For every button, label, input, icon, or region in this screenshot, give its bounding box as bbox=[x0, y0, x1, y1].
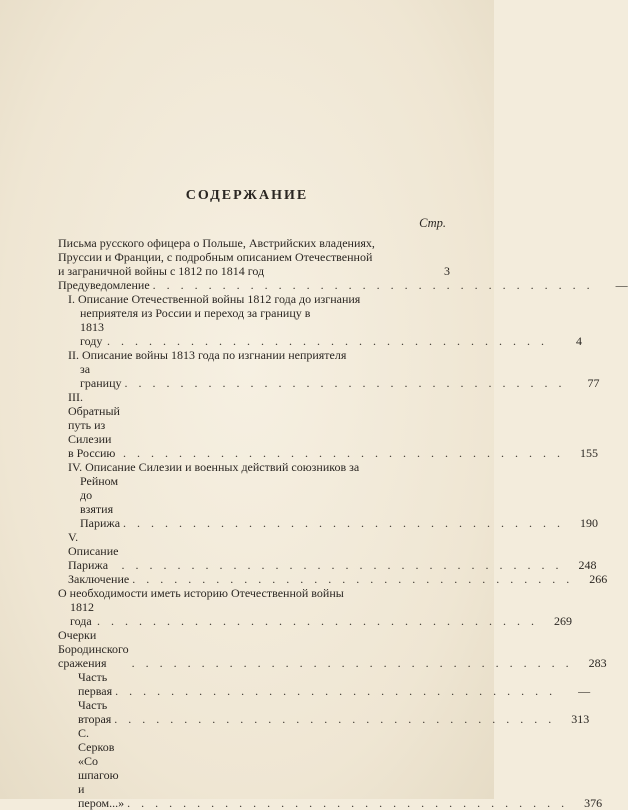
dot-leader: . . . . . . . . . . . . . . . . . . . . . . . . . . . . . . . . bbox=[115, 684, 557, 698]
toc-entry-text: 1812 года bbox=[70, 600, 94, 628]
toc-entry-part-3 bbox=[58, 390, 598, 460]
page-title: СОДЕРЖАНИЕ bbox=[185, 188, 309, 203]
toc-entry-text: за границу bbox=[80, 362, 122, 390]
toc-entry-text: Пруссии и Франции, с подробным описанием Отечественной bbox=[58, 250, 373, 264]
toc-entry-text: Рейном до взятия Парижа bbox=[80, 474, 121, 530]
toc-entry-serkov bbox=[58, 726, 603, 810]
toc-entry-text: Предуведомление bbox=[58, 278, 150, 292]
table-of-contents bbox=[58, 236, 628, 810]
dot-leader: . . . . . . . . . . . . . . . . . . . . . . . . . . . . . . . . bbox=[131, 656, 573, 670]
page-column-header: Стр. bbox=[419, 216, 446, 230]
toc-entry-part-two bbox=[58, 698, 590, 726]
toc-page-number: 376 bbox=[584, 796, 603, 810]
toc-entry-text: Письма русского офицера о Польше, Австрийских владениях, bbox=[58, 236, 375, 250]
toc-page-number: 283 bbox=[588, 656, 607, 670]
dot-leader: . . . . . . . . . . . . . . . . . . . . . . . . . . . . . . . . bbox=[124, 376, 566, 390]
toc-page-number: 269 bbox=[554, 614, 572, 628]
toc-page-number: — bbox=[578, 684, 591, 698]
dot-leader: . . . . . . . . . . . . . . . . . . . . . . . . . . . . . . . . bbox=[97, 614, 538, 628]
dot-leader: . . . . . . . . . . . . . . . . . . . . . . . . . . . . . . . . bbox=[107, 334, 548, 348]
toc-entry-text: III. Обратный путь из Силезии в Россию bbox=[68, 390, 120, 460]
toc-entry-text: О необходимости иметь историю Отечественной войны bbox=[58, 586, 344, 600]
toc-page-number: — bbox=[615, 278, 628, 292]
toc-entry-necessity bbox=[58, 586, 572, 628]
toc-entry-text: С. Серков «Со шпагою и пером...» bbox=[78, 726, 125, 810]
toc-page-number: 313 bbox=[571, 712, 590, 726]
dot-leader: . . . . . . . . . . . . . . . . . . . . . . . . . . . . . . . . bbox=[121, 558, 563, 572]
toc-page-number: 155 bbox=[579, 446, 598, 460]
toc-entry-text: неприятеля из России и переход за границу в bbox=[80, 306, 311, 320]
dot-leader: . . . . . . . . . . . . . . . . . . . . . . . . . . . . . . . . bbox=[127, 796, 569, 810]
toc-page-number: 3 bbox=[444, 264, 450, 278]
toc-entry-text: и заграничной войны с 1812 по 1814 год bbox=[58, 264, 265, 278]
toc-entry-text: II. Описание войны 1813 года по изгнании неприятеля bbox=[68, 348, 347, 362]
toc-page-number: 4 bbox=[576, 334, 582, 348]
toc-entry-text: 1813 году bbox=[80, 320, 104, 348]
dot-leader: . . . . . . . . . . . . . . . . . . . . . . . . . . . . . . . . bbox=[122, 446, 564, 460]
toc-entry-part-5 bbox=[58, 530, 597, 572]
dot-leader: . . . . . . . . . . . . . . . . . . . . . . . . . . . . . . . . bbox=[123, 516, 565, 530]
toc-entry-part-1 bbox=[58, 292, 582, 348]
toc-entry-borodino bbox=[58, 628, 607, 670]
toc-entry-letters bbox=[58, 236, 450, 278]
toc-entry-text: V. Описание Парижа bbox=[68, 530, 119, 572]
toc-entry-text: Часть вторая bbox=[78, 698, 112, 726]
toc-page-number: 77 bbox=[587, 376, 600, 390]
toc-entry-part-one bbox=[58, 670, 591, 698]
toc-page-number: 248 bbox=[578, 558, 597, 572]
dot-leader: . . . . . . . . . . . . . . . . . . . . . . . . . . . . . . . . bbox=[132, 572, 574, 586]
toc-entry-preface bbox=[58, 278, 628, 292]
toc-entry-conclusion bbox=[58, 572, 608, 586]
toc-entry-text: Очерки Бородинского сражения bbox=[58, 628, 129, 670]
toc-entry-text: I. Описание Отечественной войны 1812 года до изгнания bbox=[68, 292, 361, 306]
toc-page-number: 190 bbox=[580, 516, 599, 530]
dot-leader: . . . . . . . . . . . . . . . . . . . . . . . . . . . . . . . . bbox=[152, 278, 594, 292]
toc-entry-text: IV. Описание Силезии и военных действий союзников за bbox=[68, 460, 360, 474]
toc-entry-text: Часть первая bbox=[78, 670, 113, 698]
toc-entry-text: Заключение bbox=[68, 572, 130, 586]
toc-entry-part-4 bbox=[58, 460, 599, 530]
dot-leader: . . . . . . . . . . . . . . . . . . . . . . . . . . . . . . . . bbox=[114, 712, 556, 726]
toc-page-number: 266 bbox=[589, 572, 608, 586]
toc-entry-part-2 bbox=[58, 348, 600, 390]
